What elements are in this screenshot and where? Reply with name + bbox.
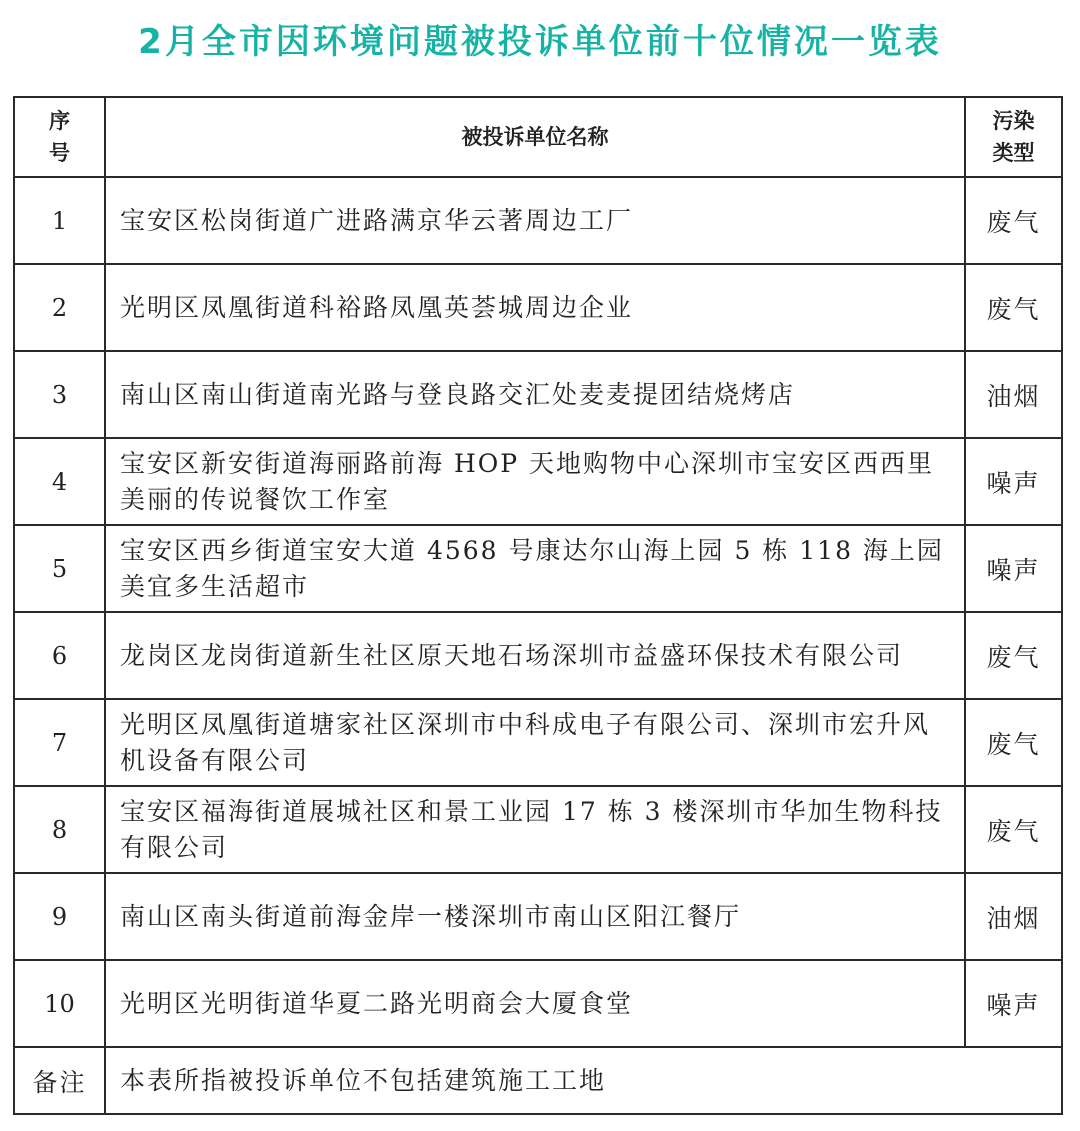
row-index: 2 <box>14 264 105 351</box>
row-type: 废气 <box>965 786 1062 873</box>
row-index: 4 <box>14 438 105 525</box>
table-row <box>14 699 1062 786</box>
table-row <box>14 786 1062 873</box>
page-title: 2月全市因环境问题被投诉单位前十位情况一览表 <box>138 22 942 62</box>
row-index: 8 <box>14 786 105 873</box>
header-index: 序号 <box>14 97 105 177</box>
row-type: 噪声 <box>965 960 1062 1047</box>
row-name: 光明区凤凰街道塘家社区深圳市中科成电子有限公司、深圳市宏升风机设备有限公司 <box>105 699 965 786</box>
row-type: 废气 <box>965 264 1062 351</box>
table-row <box>14 960 1062 1047</box>
row-name: 宝安区西乡街道宝安大道 4568 号康达尔山海上园 5 栋 118 海上园美宜多生活超市 <box>105 525 965 612</box>
table-row <box>14 351 1062 438</box>
note-label: 备注 <box>14 1047 105 1114</box>
table-row <box>14 177 1062 264</box>
complaint-table <box>13 96 1063 1115</box>
row-type: 废气 <box>965 177 1062 264</box>
table-row <box>14 438 1062 525</box>
header-name: 被投诉单位名称 <box>105 97 965 177</box>
note-text: 本表所指被投诉单位不包括建筑施工工地 <box>105 1047 1062 1114</box>
row-type: 废气 <box>965 699 1062 786</box>
row-type: 废气 <box>965 612 1062 699</box>
row-index: 3 <box>14 351 105 438</box>
note-row <box>14 1047 1062 1114</box>
row-name: 南山区南头街道前海金岸一楼深圳市南山区阳江餐厅 <box>105 873 965 960</box>
table-row <box>14 525 1062 612</box>
row-type: 油烟 <box>965 873 1062 960</box>
row-name: 南山区南山街道南光路与登良路交汇处麦麦提团结烧烤店 <box>105 351 965 438</box>
row-index: 6 <box>14 612 105 699</box>
table-row <box>14 612 1062 699</box>
row-name: 龙岗区龙岗街道新生社区原天地石场深圳市益盛环保技术有限公司 <box>105 612 965 699</box>
row-name: 宝安区福海街道展城社区和景工业园 17 栋 3 楼深圳市华加生物科技有限公司 <box>105 786 965 873</box>
row-index: 1 <box>14 177 105 264</box>
row-index: 5 <box>14 525 105 612</box>
row-index: 10 <box>14 960 105 1047</box>
table-row <box>14 873 1062 960</box>
table-header-row <box>14 97 1062 177</box>
row-type: 油烟 <box>965 351 1062 438</box>
row-index: 7 <box>14 699 105 786</box>
row-type: 噪声 <box>965 525 1062 612</box>
row-name: 光明区凤凰街道科裕路凤凰英荟城周边企业 <box>105 264 965 351</box>
table-row <box>14 264 1062 351</box>
row-name: 宝安区松岗街道广进路满京华云著周边工厂 <box>105 177 965 264</box>
row-type: 噪声 <box>965 438 1062 525</box>
row-index: 9 <box>14 873 105 960</box>
header-type: 污染类型 <box>965 97 1062 177</box>
row-name: 光明区光明街道华夏二路光明商会大厦食堂 <box>105 960 965 1047</box>
row-name: 宝安区新安街道海丽路前海 HOP 天地购物中心深圳市宝安区西西里美丽的传说餐饮工作室 <box>105 438 965 525</box>
